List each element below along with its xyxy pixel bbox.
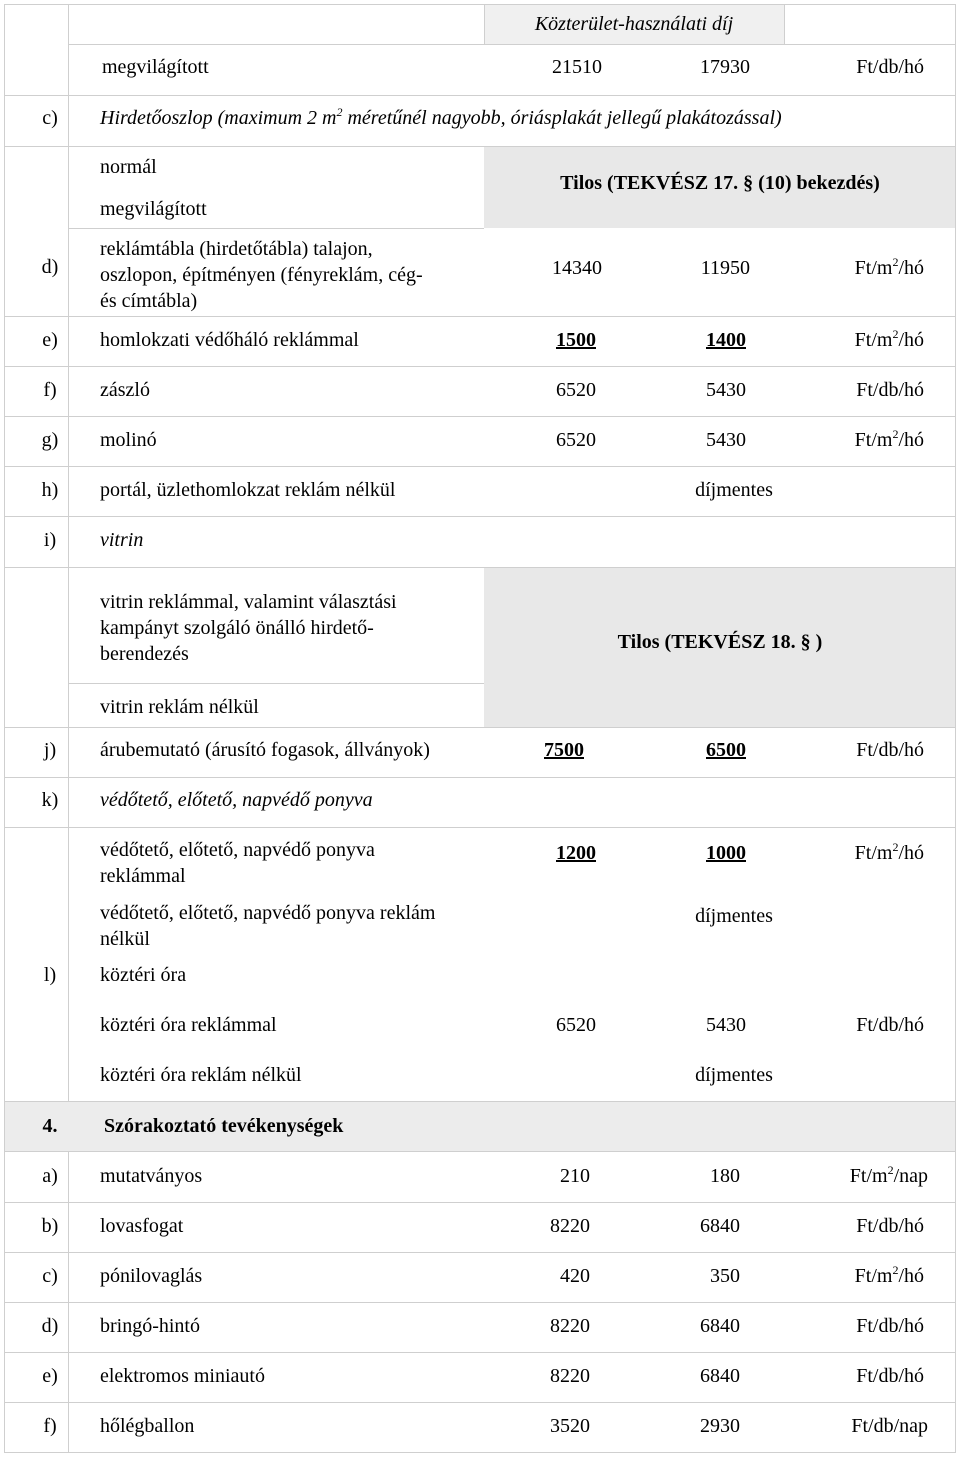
- row-sublabel: köztéri óra reklám nélkül: [100, 1064, 302, 1086]
- price-2: 17930: [700, 56, 750, 78]
- price-1: 8220: [550, 1315, 590, 1337]
- row-label: megvilágított: [102, 56, 209, 78]
- price-2: 180: [710, 1165, 740, 1187]
- row-label: köztéri óra: [100, 964, 187, 986]
- row-label: mutatványos: [100, 1165, 203, 1187]
- unit: Ft/db/nap: [851, 1415, 928, 1437]
- unit: Ft/db/hó: [856, 56, 924, 78]
- row-label: homlokzati védőháló reklámmal: [100, 329, 359, 351]
- row-letter: f): [43, 1415, 57, 1437]
- row-letter: k): [41, 789, 59, 811]
- unit: $Ft/m^2/hó$: [854, 327, 924, 351]
- price-2: 5430: [706, 1014, 746, 1036]
- row-letter: c): [42, 107, 58, 129]
- unit: Ft/db/hó: [856, 1014, 924, 1036]
- row-sublabel: köztéri óra reklámmal: [100, 1014, 277, 1036]
- row-label-sign: reklámtábla (hirdetőtábla) talajon, oszlopon, építményen (fényreklám, cég- és címtábla): [100, 238, 423, 312]
- unit: Ft/db/hó: [856, 1315, 924, 1337]
- free-label: díjmentes: [695, 479, 773, 501]
- price-1: 6520: [556, 1014, 596, 1036]
- row-letter: b): [41, 1215, 59, 1237]
- unit: $Ft/m^2$/nap: [849, 1163, 928, 1187]
- prohibited-note: Tilos (TEKVÉSZ 18. § ): [617, 631, 823, 653]
- row-label: zászló: [100, 379, 150, 401]
- row-label: molinó: [100, 429, 157, 451]
- row-letter: d): [41, 256, 59, 278]
- prohibited-note: Tilos (TEKVÉSZ 17. § (10) bekezdés): [560, 172, 880, 194]
- row-label: árubemutató (árusító fogasok, állványok): [100, 739, 430, 761]
- row-label: pónilovaglás: [100, 1265, 203, 1287]
- row-label: Hirdetőoszlop (maximum 2 $m^2$ méretűnél nagyobb, óriásplakát jellegű plakátozással): [100, 105, 782, 129]
- free-label: díjmentes: [695, 905, 773, 927]
- row-letter: e): [42, 1365, 58, 1387]
- price-1: 210: [560, 1165, 590, 1187]
- row-letter: j): [43, 739, 57, 761]
- row-label: védőtető, előtető, napvédő ponyva: [100, 789, 373, 811]
- price-2: 6840: [700, 1315, 740, 1337]
- price-1: 8220: [550, 1365, 590, 1387]
- section-number: 4.: [42, 1115, 58, 1137]
- price-1: 6520: [556, 379, 596, 401]
- unit: $Ft/m^2/hó$: [854, 840, 924, 864]
- price-1: 14340: [552, 257, 602, 279]
- price-1: 8220: [550, 1215, 590, 1237]
- price-1: 1500: [556, 329, 596, 351]
- row-label-lit: megvilágított: [100, 198, 207, 220]
- price-1: 1200: [556, 842, 596, 864]
- unit: $Ft/m^2/hó$: [854, 1263, 924, 1287]
- price-1: 21510: [552, 56, 602, 78]
- price-2: 1400: [706, 329, 746, 351]
- row-sublabel: vitrin reklám nélkül: [100, 696, 259, 718]
- row-letter: e): [42, 329, 58, 351]
- row-letter: a): [42, 1165, 58, 1187]
- price-2: 11950: [700, 257, 750, 279]
- unit: Ft/db/hó: [856, 1365, 924, 1387]
- price-2: 1000: [706, 842, 746, 864]
- row-sublabel: védőtető, előtető, napvédő ponyva reklámmal: [100, 839, 375, 887]
- price-2: 2930: [700, 1415, 740, 1437]
- row-label-normal: normál: [100, 156, 157, 178]
- table-title: Közterület-használati díj: [534, 13, 734, 35]
- price-2: 5430: [706, 429, 746, 451]
- free-label: díjmentes: [695, 1064, 773, 1086]
- row-label: bringó-hintó: [100, 1315, 200, 1337]
- row-letter: f): [43, 379, 57, 401]
- row-label: vitrin: [100, 529, 144, 551]
- row-label: lovasfogat: [100, 1215, 184, 1237]
- price-2: 6500: [706, 739, 746, 761]
- price-1: 7500: [544, 739, 584, 761]
- price-2: 6840: [700, 1215, 740, 1237]
- row-letter: g): [41, 429, 59, 451]
- row-label: elektromos miniautó: [100, 1365, 265, 1387]
- price-2: 5430: [706, 379, 746, 401]
- row-letter: c): [42, 1265, 58, 1287]
- row-letter: l): [43, 964, 57, 986]
- unit: Ft/db/hó: [856, 739, 924, 761]
- unit: $Ft/m^2/hó$: [854, 255, 924, 279]
- price-1: 3520: [550, 1415, 590, 1437]
- price-2: 350: [710, 1265, 740, 1287]
- row-label: hőlégballon: [100, 1415, 195, 1437]
- unit: Ft/db/hó: [856, 1215, 924, 1237]
- row-label: portál, üzlethomlokzat reklám nélkül: [100, 479, 396, 501]
- fee-table: [4, 4, 956, 1453]
- row-letter: h): [41, 479, 59, 501]
- row-letter: d): [41, 1315, 59, 1337]
- row-sublabel: védőtető, előtető, napvédő ponyva reklám nélkül: [100, 902, 436, 950]
- price-1: 420: [560, 1265, 590, 1287]
- unit: $Ft/m^2/hó$: [854, 427, 924, 451]
- price-2: 6840: [700, 1365, 740, 1387]
- row-letter: i): [43, 529, 57, 551]
- price-1: 6520: [556, 429, 596, 451]
- section-title: Szórakoztató tevékenységek: [104, 1115, 344, 1137]
- row-sublabel: vitrin reklámmal, valamint választási kampányt szolgáló önálló hirdető-berendezés: [100, 591, 397, 665]
- unit: Ft/db/hó: [856, 379, 924, 401]
